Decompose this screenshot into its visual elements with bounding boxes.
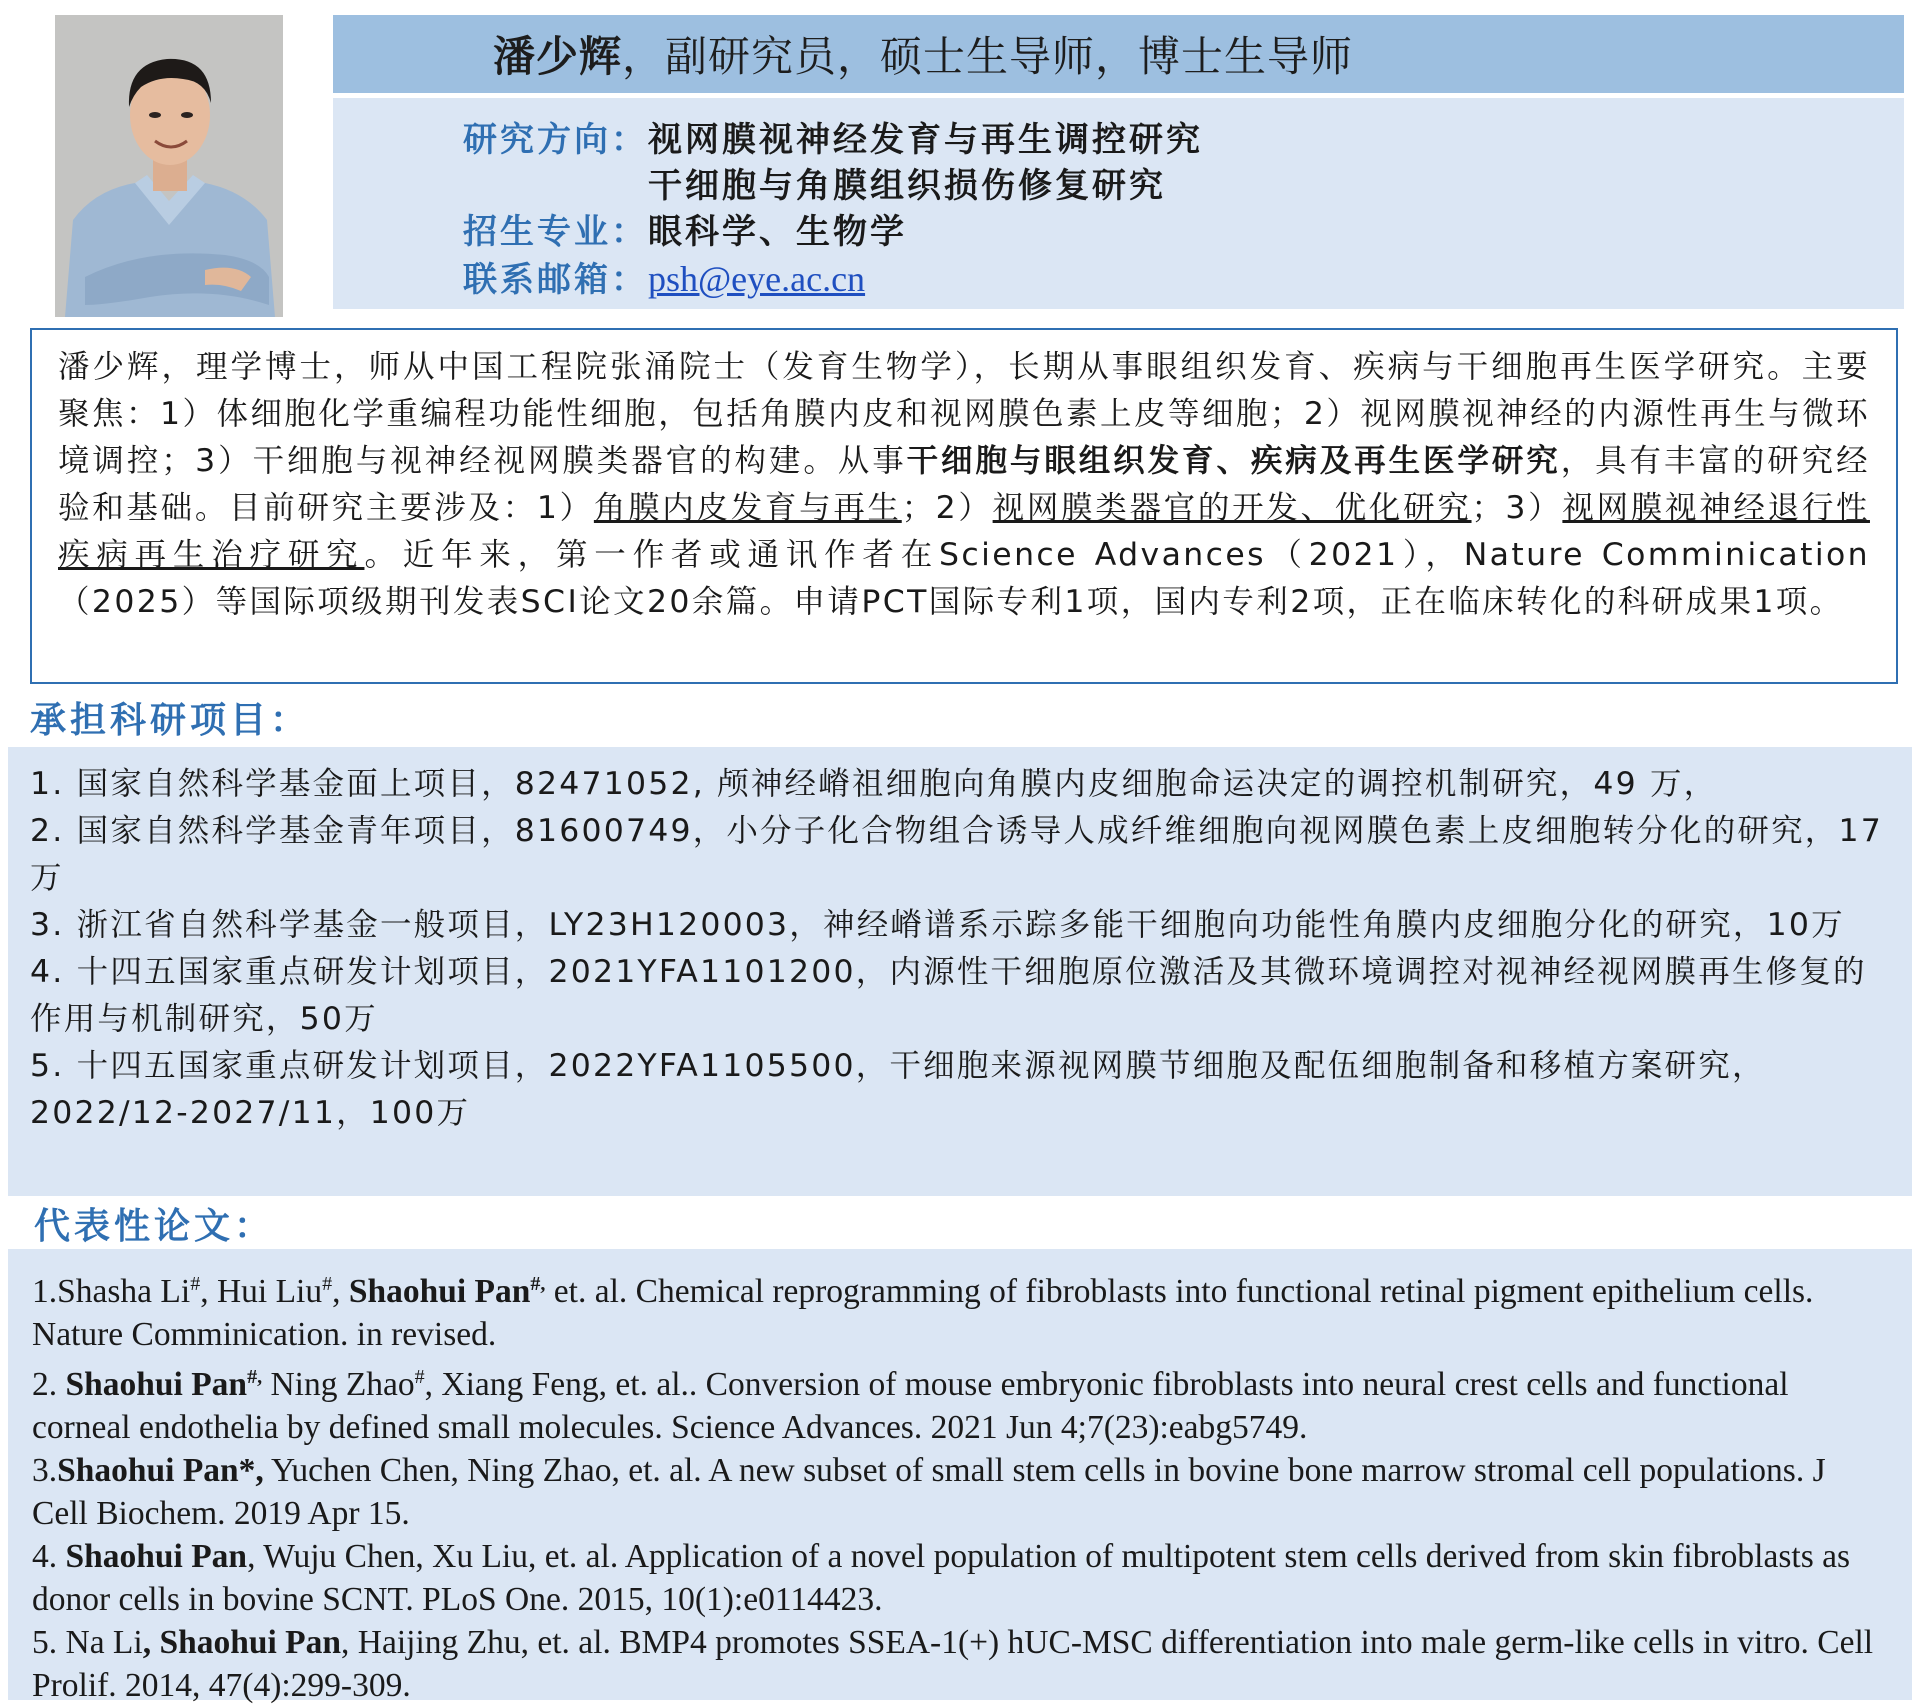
paper-item-4 — [32, 1535, 1888, 1621]
paper-3-prefix: 3. — [32, 1452, 58, 1490]
research-value-2: 干细胞与角膜组织损伤修复研究 — [648, 166, 1166, 206]
name-title-line — [493, 24, 1353, 84]
paper-item-1: 1.Shasha Li#, Hui Liu#, Shaohui Pan#, et. al. Chemical reprogramming of fibroblasts into functional retinal pigment epithelium cells. Nature Comminication. in revised. — [32, 1273, 1814, 1354]
paper-5-prefix: 5. Na Li — [32, 1624, 143, 1662]
major-row — [463, 204, 907, 253]
paper-1-mark-1: # — [190, 1273, 201, 1295]
project-item-2: 2. 国家自然科学基金青年项目，81600749，小分子化合物组合诱导人成纤维细胞向视网膜色素上皮细胞转分化的研究，17万 — [30, 813, 1883, 896]
bio-text-3: ；2） — [901, 490, 993, 526]
projects-box — [8, 747, 1912, 1196]
major-value: 眼科学、生物学 — [648, 212, 907, 252]
info-box — [333, 98, 1904, 309]
major-label: 招生专业： — [463, 212, 648, 252]
bio-underline-3: 视网膜视神经退行性疾病再生治疗研究 — [58, 490, 1870, 573]
person-name: 潘少辉 — [493, 32, 623, 81]
paper-1-rest: et. al. Chemical reprogramming of fibroblasts into functional retinal pigment epithelium cells. Nature Comminication. in revised. — [32, 1273, 1814, 1354]
email-link[interactable]: psh@eye.ac.cn — [648, 259, 866, 299]
paper-5-author-bold: , Shaohui Pan — [142, 1624, 342, 1662]
bio-underline-2: 视网膜类器官的开发、优化研究 — [992, 490, 1472, 526]
biography-box — [30, 328, 1898, 684]
paper-4-prefix: 4. — [32, 1538, 66, 1576]
project-item-4: 4. 十四五国家重点研发计划项目，2021YFA1101200，内源性干细胞原位激活及其微环境调控对视神经视网膜再生修复的作用与机制研究，50万 — [30, 954, 1867, 1037]
project-item-5: 5. 十四五国家重点研发计划项目，2022YFA1105500，干细胞来源视网膜节细胞及配伍细胞制备和移植方案研究，2022/12-2027/11，100万 — [30, 1048, 1766, 1131]
paper-2-author-bold: Shaohui Pan — [65, 1366, 248, 1404]
email-row — [463, 252, 865, 301]
bio-underline-1: 角膜内皮发育与再生 — [593, 490, 902, 526]
paper-1-mark-2: # — [322, 1273, 333, 1295]
person-titles: ，副研究员，硕士生导师，博士生导师 — [622, 32, 1354, 81]
bio-text-1: 潘少辉，理学博士，师从中国工程院张涌院士（发育生物学），长期从事眼组织发育、疾病与干细胞再生医学研究。主要聚焦：1）体细胞化学重编程功能性细胞，包括角膜内皮和视网膜色素上皮等细胞；2）视网膜视神经的内源性再生与微环境调控；3）干细胞与视神经视网膜类器官的构建。从事 — [58, 349, 1870, 479]
research-row-2 — [648, 158, 1166, 207]
paper-2-mark-1: #, — [247, 1366, 263, 1389]
profile-photo — [55, 15, 283, 317]
bio-text-4: ；3） — [1471, 490, 1563, 526]
project-item-1: 1. 国家自然科学基金面上项目，82471052, 颅神经嵴祖细胞向角膜内皮细胞命运决定的调控机制研究，49 万， — [30, 766, 1718, 802]
paper-2-author-2: Ning Zhao — [262, 1366, 415, 1404]
paper-1-author-bold: Shaohui Pan — [340, 1273, 531, 1311]
paper-2-prefix: 2. — [32, 1366, 66, 1404]
bio-text-2: ，具有丰富的研究经验和基础。目前研究主要涉及：1） — [58, 443, 1870, 526]
paper-3-author-bold: Shaohui Pan*, — [57, 1452, 264, 1490]
email-label: 联系邮箱： — [463, 260, 648, 300]
paper-4-author-bold: Shaohui Pan — [65, 1538, 248, 1576]
paper-item-5 — [32, 1621, 1888, 1707]
research-value-1: 视网膜视神经发育与再生调控研究 — [648, 120, 1203, 160]
paper-4-rest: , Wuju Chen, Xu Liu, et. al. Application of a novel population of multipotent stem cells derived from skin fibroblasts as donor cells in bovine SCNT. PLoS One. 2015, 10(1):e0114423. — [32, 1538, 1851, 1619]
paper-3-rest: Yuchen Chen, Ning Zhao, et. al. A new subset of small stem cells in bovine bone marrow stromal cell populations. J Cell Biochem. 2019 Apr 15. — [32, 1452, 1826, 1533]
research-row — [463, 112, 1203, 161]
paper-item-3 — [32, 1449, 1888, 1535]
paper-5-rest: , Haijing Zhu, et. al. BMP4 promotes SSEA-1(+) hUC-MSC differentiation into male germ-like cells in vitro. Cell Prolif. 2014, 47(4):299-309. — [32, 1624, 1874, 1705]
paper-item-2 — [32, 1356, 1888, 1449]
paper-1-author-1: 1.Shasha Li — [32, 1273, 191, 1311]
paper-1-author-2: , Hui Liu — [200, 1273, 323, 1311]
paper-1-mark-3: #, — [530, 1273, 546, 1295]
bio-bold-1: 干细胞与眼组织发育、疾病及再生医学研究 — [906, 443, 1561, 479]
papers-heading: 代表性论文： — [34, 1206, 275, 1247]
research-label: 研究方向： — [463, 120, 648, 160]
project-item-3: 3. 浙江省自然科学基金一般项目，LY23H120003，神经嵴谱系示踪多能干细胞向功能性角膜内皮细胞分化的研究，10万 — [30, 907, 1845, 943]
name-title-bar — [333, 15, 1904, 93]
paper-2-mark-2: # — [414, 1366, 425, 1389]
paper-2-rest: , Xiang Feng, et. al.. Conversion of mouse embryonic fibroblasts into neural crest cells and functional corneal endothelia by defined small molecules. Science Advances. 2021 Jun 4;7(23):eabg5749. — [32, 1366, 1789, 1447]
papers-box — [8, 1249, 1912, 1705]
projects-heading: 承担科研项目： — [30, 700, 311, 741]
bio-text-5: 。近年来，第一作者或通讯作者在Science Advances（2021），Nature Comminication（2025）等国际项级期刊发表SCI论文20余篇。申请PCT国际专利1项，国内专利2项，正在临床转化的科研成果1项。 — [58, 537, 1871, 620]
